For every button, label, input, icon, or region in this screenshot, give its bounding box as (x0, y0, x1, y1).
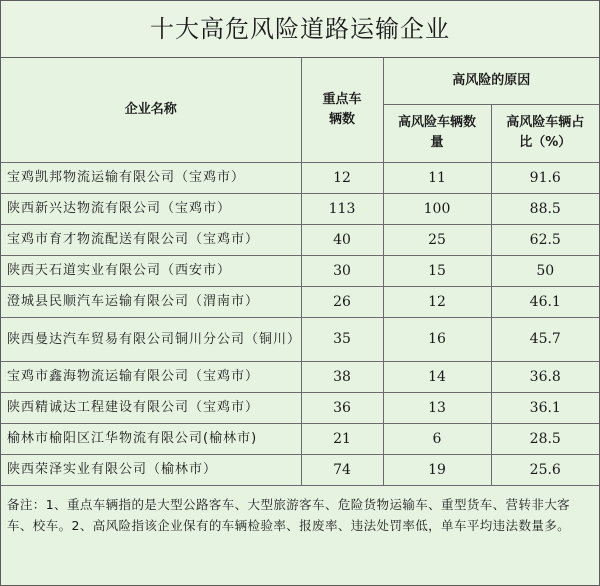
high-risk-count-cell: 15 (383, 255, 491, 286)
key-vehicles-cell: 12 (301, 162, 383, 193)
key-vehicles-cell: 36 (301, 392, 383, 423)
table-row (1, 224, 599, 255)
header-high-risk-count-text: 高风险车辆数量 (398, 115, 477, 150)
company-name-cell: 陕西精诚达工程建设有限公司（宝鸡市） (1, 392, 301, 423)
table-row (1, 392, 599, 423)
high-risk-count-cell: 6 (383, 423, 491, 454)
company-name-cell: 陕西新兴达物流有限公司（宝鸡市） (1, 193, 301, 224)
table-row (1, 423, 599, 454)
high-risk-count-cell: 19 (383, 454, 491, 485)
table-row (1, 361, 599, 392)
table-row (1, 162, 599, 193)
table-row (1, 255, 599, 286)
key-vehicles-cell: 26 (301, 286, 383, 317)
high-risk-count-cell: 25 (383, 224, 491, 255)
high-risk-ratio-cell: 62.5 (491, 224, 599, 255)
high-risk-count-cell: 100 (383, 193, 491, 224)
high-risk-ratio-cell: 36.1 (491, 392, 599, 423)
table-row (1, 193, 599, 224)
key-vehicles-cell: 35 (301, 317, 383, 361)
table-row (1, 286, 599, 317)
high-risk-ratio-cell: 36.8 (491, 361, 599, 392)
table-row (1, 317, 599, 361)
company-name-cell: 宝鸡凯邦物流运输有限公司（宝鸡市） (1, 162, 301, 193)
company-name-cell: 榆林市榆阳区江华物流有限公司(榆林市) (1, 423, 301, 454)
page-title: 十大高危风险道路运输企业 (1, 1, 599, 58)
key-vehicles-cell: 74 (301, 454, 383, 485)
company-name-cell: 陕西荣泽实业有限公司（榆林市） (1, 454, 301, 485)
company-name-cell: 陕西天石道实业有限公司（西安市） (1, 255, 301, 286)
high-risk-count-cell: 13 (383, 392, 491, 423)
company-name-cell: 陕西曼达汽车贸易有限公司铜川分公司（铜川） (1, 317, 301, 361)
key-vehicles-cell: 40 (301, 224, 383, 255)
key-vehicles-cell: 30 (301, 255, 383, 286)
key-vehicles-cell: 21 (301, 423, 383, 454)
high-risk-ratio-cell: 25.6 (491, 454, 599, 485)
high-risk-count-cell: 14 (383, 361, 491, 392)
table-row (1, 454, 599, 485)
high-risk-count-cell: 16 (383, 317, 491, 361)
high-risk-ratio-cell: 28.5 (491, 423, 599, 454)
high-risk-count-cell: 12 (383, 286, 491, 317)
company-name-cell: 澄城县民顺汽车运输有限公司（渭南市） (1, 286, 301, 317)
key-vehicles-cell: 113 (301, 193, 383, 224)
high-risk-ratio-cell: 91.6 (491, 162, 599, 193)
footnote: 备注：1、重点车辆指的是大型公路客车、大型旅游客车、危险货物运输车、重型货车、营转非大客车、校车。2、高风险指该企业保有的车辆检验率、报废率、违法处罚率低，单车平均违法数量多。 (7, 496, 571, 533)
key-vehicles-cell: 38 (301, 361, 383, 392)
header-key-vehicles-text: 重点车辆数 (322, 91, 362, 127)
high-risk-count-cell: 11 (383, 162, 491, 193)
header-high-risk-count (383, 104, 491, 162)
high-risk-ratio-cell: 88.5 (491, 193, 599, 224)
risk-table (1, 58, 599, 486)
high-risk-ratio-cell: 45.7 (491, 317, 599, 361)
header-company-name: 企业名称 (1, 58, 301, 162)
header-high-risk-ratio (491, 104, 599, 162)
high-risk-ratio-cell: 46.1 (491, 286, 599, 317)
high-risk-ratio-cell: 50 (491, 255, 599, 286)
company-name-cell: 宝鸡市鑫海物流运输有限公司（宝鸡市） (1, 361, 301, 392)
company-name-cell: 宝鸡市育才物流配送有限公司（宝鸡市） (1, 224, 301, 255)
header-key-vehicles (301, 58, 383, 162)
header-high-risk-ratio-text: 高风险车辆占比（%） (506, 115, 585, 150)
header-cause-group: 高风险的原因 (383, 58, 599, 104)
